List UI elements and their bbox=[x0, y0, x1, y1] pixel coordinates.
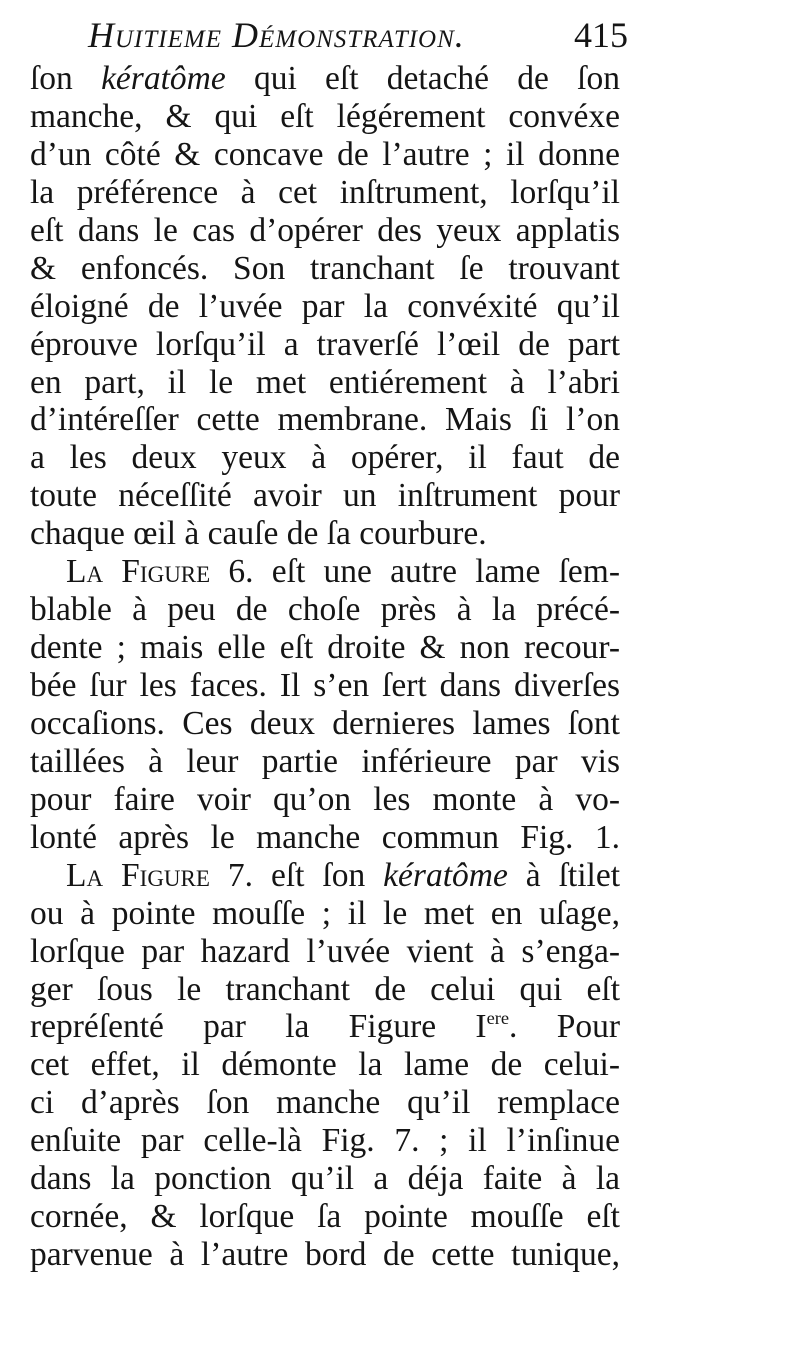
page-header bbox=[88, 14, 628, 62]
text-line: lonté après le manche commun Fig. 1. bbox=[30, 818, 620, 856]
text-line: éprouve lorſqu’il a traverſé l’œil de part bbox=[30, 325, 620, 363]
text-line: pour faire voir qu’on les monte à vo- bbox=[30, 780, 620, 818]
text-line: & enfoncés. Son tranchant ſe trouvant bbox=[30, 249, 620, 287]
text-line: cet effet, il démonte la lame de celui- bbox=[30, 1046, 620, 1084]
text-line: bée ſur les faces. Il s’en ſert dans diverſes bbox=[30, 667, 620, 704]
text-line: La Figure 6. eſt une autre lame ſem- bbox=[66, 553, 620, 591]
text-line: chaque œil à cauſe de ſa courbure. bbox=[30, 515, 487, 553]
page-number: 415 bbox=[574, 15, 628, 55]
text-line: en part, il le met entiérement à l’abri bbox=[30, 363, 620, 401]
text-line: repréſenté par la Figure Iere. Pour bbox=[30, 1008, 620, 1046]
text-line: blable à peu de choſe près à la précé- bbox=[30, 591, 620, 629]
text-line: ſon kératôme qui eſt detaché de ſon bbox=[30, 60, 620, 97]
body-text bbox=[30, 60, 620, 1274]
text-line: d’un côté & concave de l’autre ; il donne bbox=[30, 135, 620, 173]
text-line: éloigné de l’uvée par la convéxité qu’il bbox=[30, 287, 620, 325]
text-line: La Figure 7. eſt ſon kératôme à ſtilet bbox=[66, 856, 621, 894]
text-line: ger ſous le tranchant de celui qui eſt bbox=[30, 970, 620, 1008]
text-line: parvenue à l’autre bord de cette tunique, bbox=[30, 1236, 620, 1274]
text-line: cornée, & lorſque ſa pointe mouſſe eſt bbox=[30, 1198, 620, 1236]
text-line: toute néceſſité avoir un inſtrument pour bbox=[30, 477, 620, 515]
text-line: la préférence à cet inſtrument, lorſqu’il bbox=[30, 173, 620, 211]
text-line: lorſque par hazard l’uvée vient à s’enga- bbox=[30, 932, 620, 970]
text-line: dente ; mais elle eſt droite & non recour- bbox=[30, 629, 620, 667]
text-line: eſt dans le cas d’opérer des yeux applatis bbox=[30, 211, 620, 249]
text-line: enſuite par celle-là Fig. 7. ; il l’inſinue bbox=[30, 1122, 620, 1160]
text-line: manche, & qui eſt légérement convéxe bbox=[30, 97, 620, 135]
text-line: taillées à leur partie inférieure par vis bbox=[30, 742, 620, 780]
text-line: ou à pointe mouſſe ; il le met en uſage, bbox=[30, 894, 620, 932]
running-head: Huitieme Démonstration. bbox=[88, 15, 465, 55]
text-line: dans la ponction qu’il a déja faite à la bbox=[30, 1160, 620, 1198]
text-line: a les deux yeux à opérer, il faut de bbox=[30, 439, 620, 477]
text-line: d’intéreſſer cette membrane. Mais ſi l’on bbox=[30, 401, 620, 439]
text-line: occaſions. Ces deux dernieres lames ſont bbox=[30, 704, 620, 742]
text-line: ci d’après ſon manche qu’il remplace bbox=[30, 1084, 620, 1122]
